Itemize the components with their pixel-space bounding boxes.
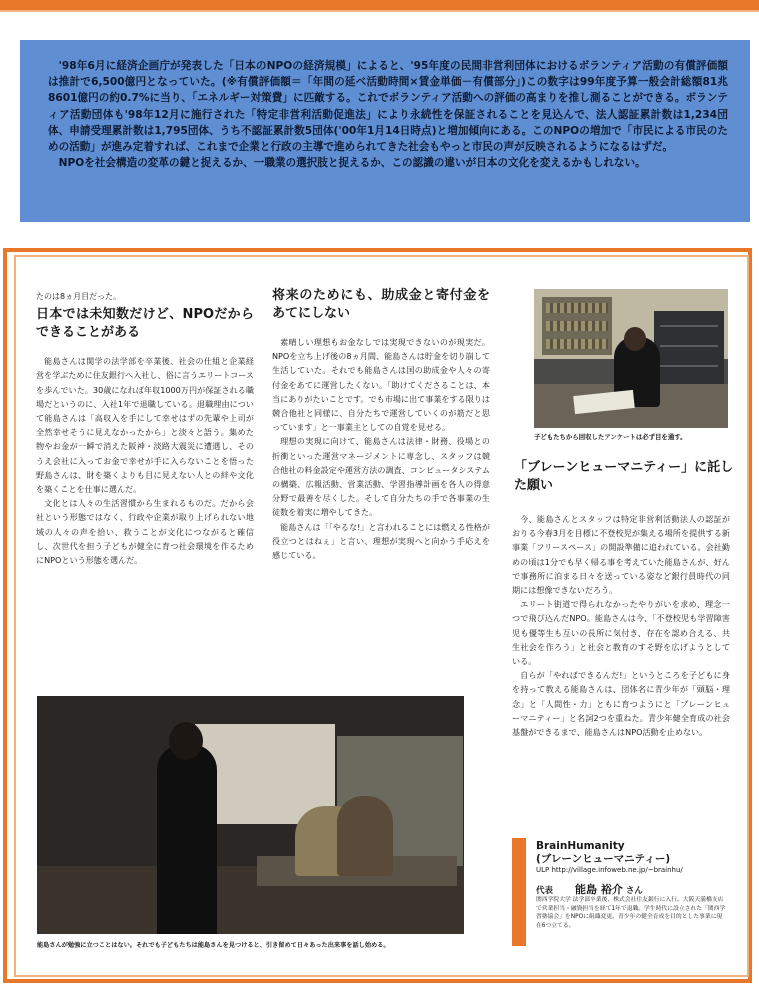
rep-label: 代表 bbox=[536, 886, 554, 896]
org-url: ULP http://village.infoweb.ne.jp/~brainhu/ bbox=[536, 866, 683, 874]
org-bio: 関西学院大学 法学部卒業後、株式会社住友銀行に入行。大阪天満橋支店で営業担当・融資担当を経て1年で退職。学生時代に設立された「関西学習塾協会」をNPOに組織変更。青少年の健全育成を目的とした事業に現在6つ立てる。 bbox=[536, 897, 726, 929]
column-2-paragraph: 能島さんは「「やるな!」と言われることには燃える性格が役立つとはねぇ」と言い、理想が実現へと向かう手応えを感じている。 bbox=[272, 521, 490, 561]
office-photo bbox=[534, 289, 728, 428]
column-1-paragraph: 能島さんは関学の法学部を卒業後、社会の仕組と企業経営を学ぶために住友銀行へ入社し、俗に言うエリートコースを歩んでいた。30歳になれば年収1000万円が保証される職場だというのに、入社1年で退職している。退職理由について能島さんは「高収入を手にして幸せはずの先輩や上司が全然幸せそうに見えなかったから」と淡々と語う。集めた物やお金が一瞬で消えた阪神・淡路大震災に遭遇し、そのうえ会社に入ってお金で幸せが手に入らないことを悟った野島さんは、財を築くよりも目に見えない人との絆や文化を築くことを仕事に選んだ。 bbox=[36, 356, 254, 495]
org-accent-bar bbox=[512, 838, 526, 946]
column-3-paragraph: 自らが「やればできるんだ!」というところを子どもに身を持って教える能島さんは、団体名に青少年が「頭脳・理念」と「人間性・力」ともに育つようにと「ブレーンヒューマニティー」と名詞2つを重ねた。青少年健全育成の社会基盤ができるまで、能島さんはNPO活動を止めない。 bbox=[512, 670, 730, 738]
top-accent-rule bbox=[0, 0, 759, 10]
top-accent-rule-light bbox=[0, 10, 759, 18]
lead-paragraph: NPOを社会構造の変革の鍵と捉えるか、一職業の選択肢と捉えるか、この認識の違いが日本の文化を変えるかもしれない。 bbox=[58, 157, 646, 170]
classroom-photo bbox=[37, 696, 464, 934]
column-2-paragraph: 理想の実現に向けて、能島さんは法律・財務、役場との折衝といった運営マネージメントに専念し、スタッフは競合他社の料金設定や運営方法の調査、コンピュータシステムの構築、広報活動、営業活動、学習指導計画を各人の得意分野で最善を尽くした。そして自分たちの手で各事業の生徒数を着実に増やしてきた。 bbox=[272, 436, 490, 518]
column-2 bbox=[272, 287, 490, 562]
lead-paragraph: '98年6月に経済企画庁が発表した「日本のNPOの経済規模」によると、'95年度の民間非営利団体におけるボランティア活動の有償評価額は推計で6,500億円となっていた。(※有償評価額＝「年間の延べ活動時間×賃金単価－有償部分」)この数字は99年度予算一般会計総額81兆8601億円の約0.7%に当り、「エネルギー対策費」に匹敵する。これでボランティア活動への評価の高まりを推し測ることができる。ボランティア活動団体も'98年12月に施行された「特定非営利活動促進法」により永続性を保証されることを見込んで、法人認証累計数は1,234団体、申請受理累計数は1,795団体、うち不認証累計数5団体('00年1月14日時点)と増加傾向にある。このNPOの増加で「市民による市民のための活動」が進み定着すれば、これまで企業と行政の主導で進められてきた社会もやっと市民の声が反映されるようになるはずだ。 bbox=[48, 60, 728, 154]
office-photo-caption: 子どもたちから回収したアンケートは必ず目を通す。 bbox=[534, 433, 687, 441]
rep-suffix: さん bbox=[625, 886, 643, 896]
column-1-headline: 日本では未知数だけど、NPOだからできることがある bbox=[36, 307, 254, 341]
classroom-photo-caption: 能島さんが勉強に立つことはない。それでも子どもたちは能島さんを見つけると、引き留めて日々あった出来事を話し始める。 bbox=[37, 942, 390, 949]
lead-box bbox=[20, 40, 750, 222]
lead-text bbox=[48, 58, 728, 171]
column-3-paragraph: 今、能島さんとスタッフは特定非営利活動法人の認証がおりる今春3月を目標に不登校児が集える場所を提供する新事業「フリースペース」の開設準備に追われている。会社勤めの頃は1分でも早く帰る事を考えていた能島さんが、好んで事務所に泊まる日々を送っている姿など銀行員時代の同期には想像できないだろう。 bbox=[512, 514, 730, 596]
column-2-headline: 将来のためにも、助成金と寄付金をあてにしない bbox=[272, 288, 490, 321]
org-name-jp: (ブレーンヒューマニティー) bbox=[536, 853, 671, 865]
column-3-headline: 「ブレーンヒューマニティー」に託した願い bbox=[514, 460, 734, 493]
column-3 bbox=[512, 512, 730, 739]
column-2-paragraph: 素晴しい理想もお金なしでは実現できないのが現実だ。NPOを立ち上げ後の8ヵ月間、能島さんは貯金を切り崩して生活していた。それでも能島さんは国の助成金や人々の寄付金をあてに運営したくない。「助けてくださることは、本当にありがたいことです。でも市場に出て事業をする限りは競合他社と同様に、自分たちで運営していくのが筋だと思っています」と一事業主としての自覚を見せる。 bbox=[272, 337, 490, 433]
column-3-paragraph: エリート街道で得られなかったやりがいを求め、理念一つで飛び込んだNPO。能島さんは今、「不登校児も学習障害児も優等生も互いの長所に気付き、存在を認め合える、共生社会を作ろう」と社会と教育のすそ野を広げようとしている。 bbox=[512, 599, 730, 667]
column-1-paragraph: 文化とは人々の生活習慣から生まれるものだ。だから会社という形態ではなく、行政や企業が取り上げられない地域の人々の声を拾い、救うことが文化につながると確信し、次世代を担う子どもが健全に育つ社会環境を作るためにNPOという形態を選んだ。 bbox=[36, 498, 254, 566]
org-name-en: BrainHumanity bbox=[536, 840, 625, 852]
column-1-kicker: たのは8ヵ月目だった。 bbox=[36, 292, 122, 301]
column-1 bbox=[36, 290, 254, 567]
rep-name: 能島 裕介 bbox=[575, 883, 623, 896]
org-name bbox=[536, 840, 736, 866]
org-representative bbox=[536, 881, 736, 897]
